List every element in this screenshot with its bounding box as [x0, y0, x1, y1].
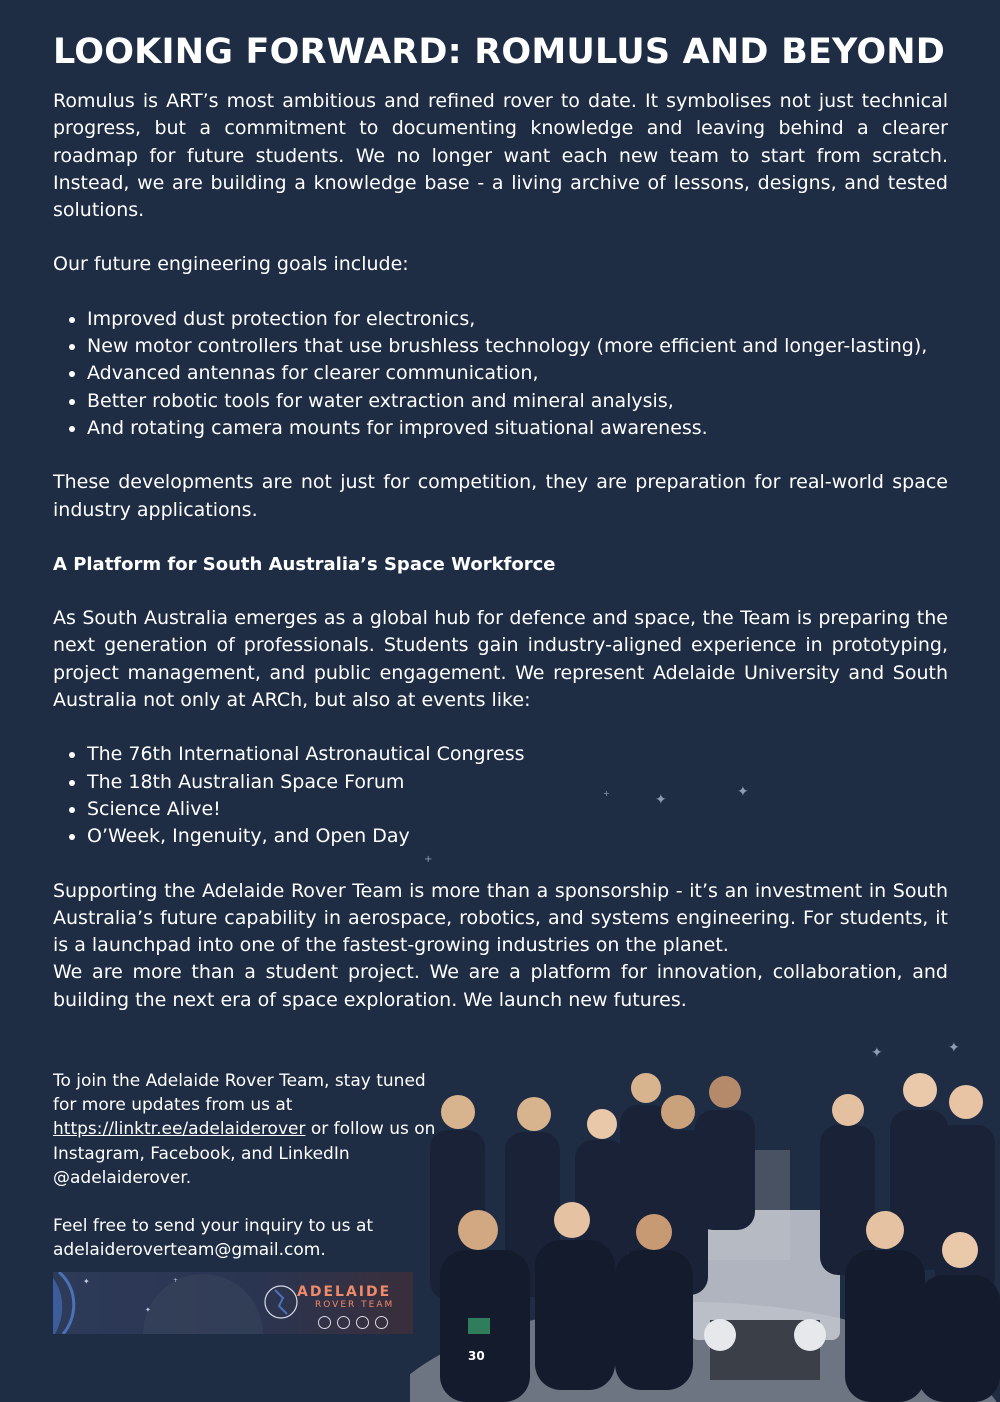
list-item: • And rotating camera mounts for improved situational awareness.	[87, 415, 948, 442]
list-item: • Improved dust protection for electronics,	[87, 306, 948, 333]
page-title: LOOKING FORWARD: ROMULUS AND BEYOND	[53, 32, 946, 72]
linktree-link[interactable]: https://linktr.ee/adelaiderover	[53, 1119, 306, 1140]
list-item: • Better robotic tools for water extraction and mineral analysis,	[87, 388, 948, 415]
svg-text:+: +	[173, 1277, 179, 1284]
list-item: • Advanced antennas for clearer communication,	[87, 360, 948, 387]
team-photo	[410, 1050, 1000, 1402]
developments-paragraph: These developments are not just for competition, they are preparation for real-world space industry applications.	[53, 471, 948, 521]
svg-text:✦: ✦	[83, 1277, 90, 1286]
intro-paragraph: Romulus is ART’s most ambitious and refined rover to date. It symbolises not just technical progress, but a commitment to documenting knowledge and leaving behind a clearer roadmap for future students. We no longer want each new team to start from scratch. Instead, we are building a knowledge base - a living archive of lessons, designs, and tested solutions.	[53, 90, 948, 222]
linkedin-icon[interactable]	[356, 1316, 369, 1329]
supporting-paragraph: Supporting the Adelaide Rover Team is more than a sponsorship - it’s an investment in South Australia’s future capability in aerospace, robotics, and systems engineering. For students, it is a launchpad into one of the fastest-growing industries on the planet.	[53, 879, 948, 957]
social-banner	[53, 1272, 413, 1334]
workforce-paragraph: As South Australia emerges as a global hub for defence and space, the Team is preparing the next generation of professionals. Students gain industry-aligned experience in prototyping, project management, and public engagement. We represent Adelaide University and South Australia not only at ARCh, but also at events like:	[53, 607, 948, 712]
social-icons	[318, 1316, 388, 1329]
svg-text:✦: ✦	[145, 1306, 151, 1314]
star-icon: +	[424, 854, 433, 865]
main-content	[53, 28, 948, 1014]
star-icon: ✦	[737, 784, 749, 800]
star-icon: ✦	[655, 792, 667, 808]
facebook-icon[interactable]	[337, 1316, 350, 1329]
star-icon: +	[603, 789, 610, 798]
banner-logo-line2: ROVER TEAM	[315, 1300, 395, 1310]
badge-number: 30	[468, 1349, 485, 1363]
contact-block	[53, 1069, 443, 1262]
join-paragraph: To join the Adelaide Rover Team, stay tuned for more updates from us at https://linktr.ee/adelaiderover or follow us on Instagram, Facebook, and LinkedIn @adelaiderover.	[53, 1071, 436, 1188]
goals-intro: Our future engineering goals include:	[53, 253, 409, 276]
banner-logo-line1: ADELAIDE	[297, 1284, 392, 1300]
instagram-icon[interactable]	[318, 1316, 331, 1329]
closing-paragraph: We are more than a student project. We are a platform for innovation, collaboration, and building the next era of space exploration. We launch new futures.	[53, 961, 948, 1011]
events-list	[53, 741, 948, 850]
list-item: • The 18th Australian Space Forum	[87, 769, 948, 796]
list-item: • Science Alive!	[87, 796, 948, 823]
list-item: • O’Week, Ingenuity, and Open Day	[87, 823, 948, 850]
email-icon[interactable]	[375, 1316, 388, 1329]
list-item: • The 76th International Astronautical Congress	[87, 741, 948, 768]
list-item: • New motor controllers that use brushless technology (more efficient and longer-lasting),	[87, 333, 948, 360]
goals-list	[53, 306, 948, 442]
star-icon: ✦	[948, 1040, 960, 1056]
inquiry-paragraph: Feel free to send your inquiry to us at adelaideroverteam@gmail.com.	[53, 1216, 374, 1261]
team-photo-illustration	[410, 1050, 1000, 1402]
star-icon: ✦	[871, 1045, 883, 1061]
section-subheading: A Platform for South Australia’s Space Workforce	[53, 553, 556, 575]
